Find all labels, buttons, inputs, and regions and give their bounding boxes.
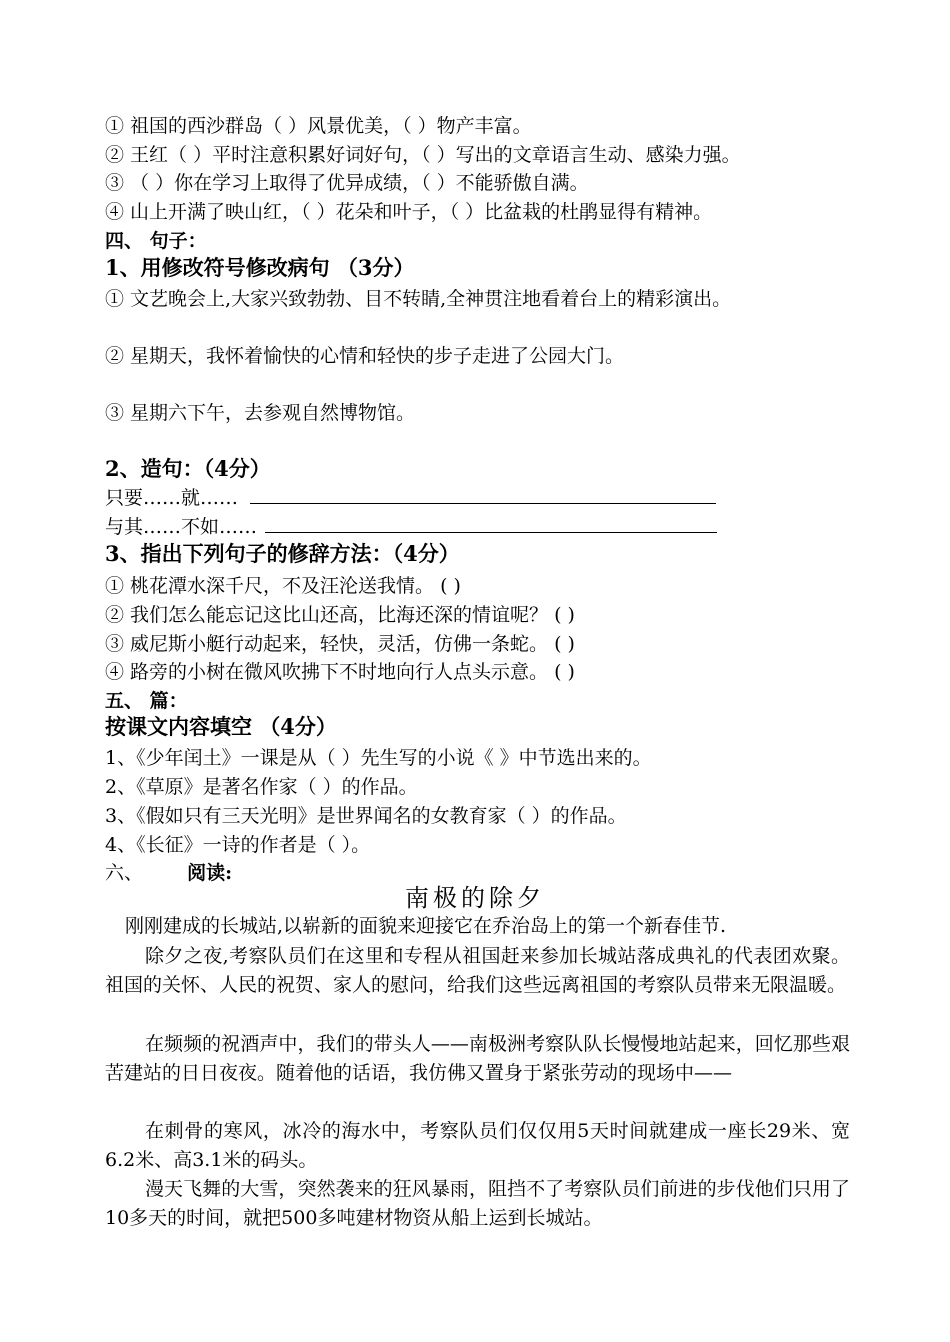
s5-item-3: 3、《假如只有三天光明》是世界闻名的女教育家（ ）的作品。 — [105, 805, 627, 827]
fill-item-3: ③ （ ）你在学习上取得了优异成绩，（ ）不能骄傲自满。 — [105, 172, 589, 194]
s5-item-4: 4、《长征》一诗的作者是（ ）。 — [105, 834, 371, 856]
reading-paragraph-2: 除夕之夜,考察队员们在这里和专程从祖国赶来参加长城站落成典礼的代表团欢聚。祖国的关怀、人民的祝贺、家人的慰问，给我们这些远离祖国的考察队员带来无限温暖。 — [105, 945, 850, 996]
section6-label: 阅读: — [187, 862, 233, 884]
fill-item-4: ④ 山上开满了映山红，（ ）花朵和叶子，（ ）比盆栽的杜鹃显得有精神。 — [105, 201, 713, 223]
q3-item-2: ② 我们怎么能忘记这比山还高，比海还深的情谊呢？ ( ) — [105, 604, 575, 626]
reading-paragraph-3: 在频频的祝酒声中，我们的带头人——南极洲考察队队长慢慢地站起来，回忆那些艰苦建站的日日夜夜。随着他的话语，我仿佛又置身于紧张劳动的现场中—— — [105, 1033, 850, 1084]
q2-title: 2、造句：（4分） — [105, 456, 271, 481]
fill-item-1: ① 祖国的西沙群岛（ ）风景优美，（ ）物产丰富。 — [105, 115, 532, 137]
reading-paragraph-4: 在刺骨的寒风，冰冷的海水中，考察队员们仅仅用5天时间就建成一座长29米、宽6.2米、高3.1米的码头。 — [105, 1120, 850, 1171]
q2-item-1 — [105, 485, 716, 511]
section5-heading: 五、 篇： — [105, 690, 188, 712]
section5-subtitle: 按课文内容填空 （4分） — [105, 714, 337, 739]
q1-item-3: ③ 星期六下午，去参观自然博物馆。 — [105, 402, 416, 424]
q3-item-1: ① 桃花潭水深千尺，不及汪沦送我情。 ( ) — [105, 575, 461, 597]
answer-line-2[interactable] — [265, 514, 717, 533]
s5-item-1: 1、《少年闰土》一课是从（ ）先生写的小说《 》中节选出来的。 — [105, 747, 652, 769]
q3-item-3: ③ 威尼斯小艇行动起来，轻快，灵活，仿佛一条蛇。 ( ) — [105, 633, 575, 655]
q3-title: 3、指出下列句子的修辞方法：（4分） — [105, 541, 460, 566]
fill-item-2: ② 王红（ ）平时注意积累好词好句，（ ）写出的文章语言生动、感染力强。 — [105, 144, 741, 166]
answer-line-1[interactable] — [250, 485, 716, 504]
q2-item-2 — [105, 514, 717, 540]
section6-number: 六、 — [105, 862, 144, 884]
reading-paragraph-1: 刚刚建成的长城站,以崭新的面貌来迎接它在乔治岛上的第一个新春佳节. — [125, 915, 727, 937]
reading-title: 南极的除夕 — [405, 884, 545, 912]
reading-paragraph-5: 漫天飞舞的大雪，突然袭来的狂风暴雨，阻挡不了考察队员们前进的步伐他们只用了10多天的时间，就把500多吨建材物资从船上运到长城站。 — [105, 1178, 850, 1229]
q2-prompt-2: 与其……不如…… — [105, 516, 258, 538]
q1-item-2: ② 星期天，我怀着愉快的心情和轻快的步子走进了公园大门。 — [105, 345, 625, 367]
q1-item-1: ① 文艺晚会上,大家兴致勃勃、目不转睛,全神贯注地看着台上的精彩演出。 — [105, 288, 732, 310]
section4-heading: 四、 句子： — [105, 230, 207, 252]
s5-item-2: 2、《草原》是著名作家（ ）的作品。 — [105, 776, 418, 798]
q2-prompt-1: 只要……就…… — [105, 487, 239, 509]
q1-title: 1、用修改符号修改病句 （3分） — [105, 255, 415, 280]
q3-item-4: ④ 路旁的小树在微风吹拂下不时地向行人点头示意。 ( ) — [105, 661, 575, 683]
